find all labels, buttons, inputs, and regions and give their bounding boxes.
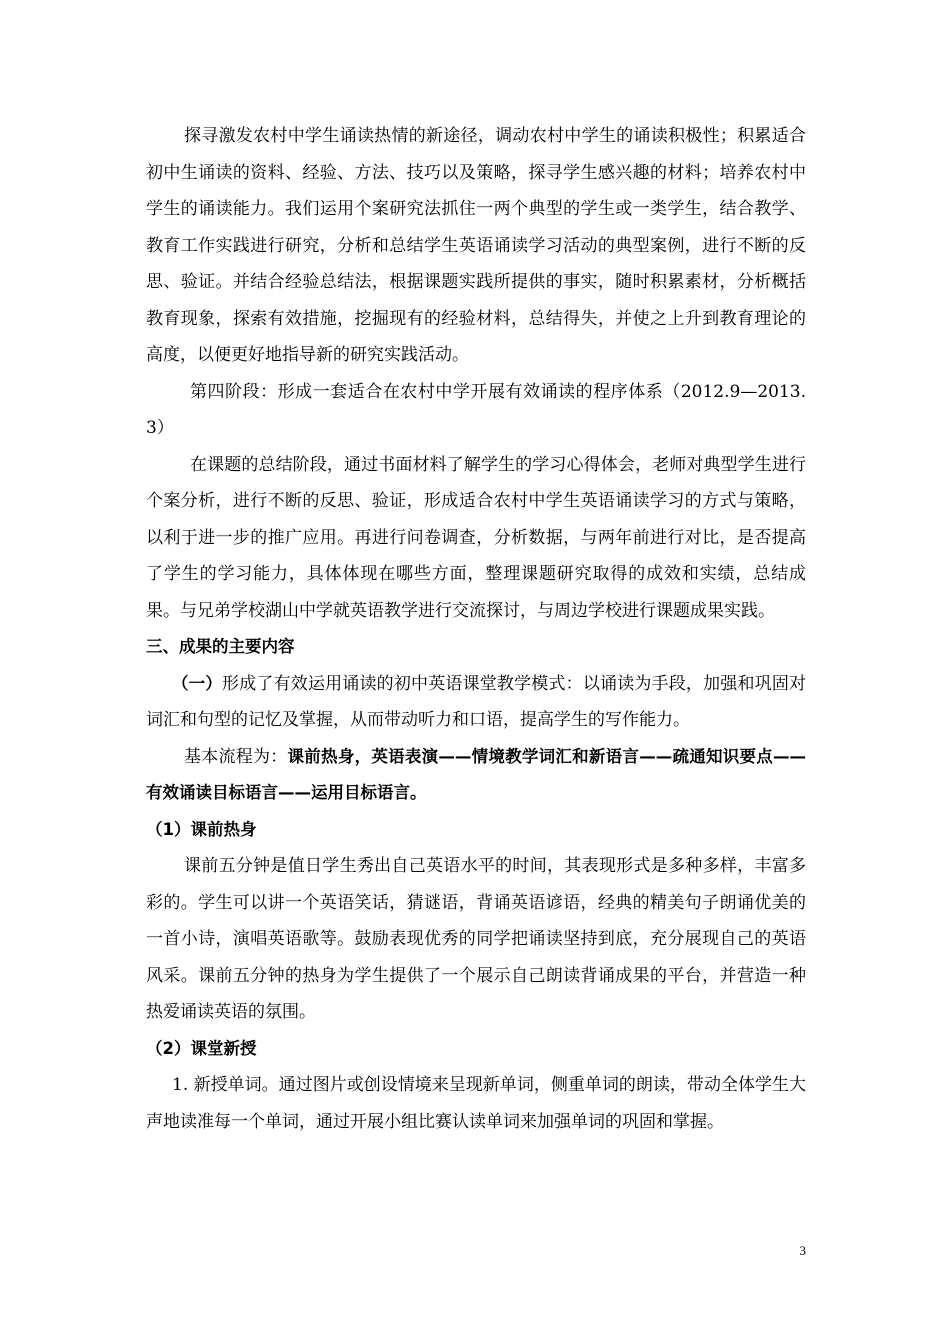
paragraph-basic-process xyxy=(146,739,806,812)
subheading-warm-up: （1）课前热身 xyxy=(146,819,257,839)
paragraph-summary-stage: 在课题的总结阶段，通过书面材料了解学生的学习心得体会，老师对典型学生进行个案分析，进行不断的反思、验证，形成适合农村中学生英语诵读学习的方式与策略，以利于进一步的推广应用。再进行问卷调查，分析数据，与两年前进行对比，是否提高了学生的学习能力，具体体现在哪些方面，整理课题研究取得的成效和实绩，总结成果。与兄弟学校湖山中学就英语教学进行交流探讨，与周边学校进行课题成果实践。 xyxy=(146,454,806,621)
paragraph-stage-four-title: 第四阶段：形成一套适合在农村中学开展有效诵读的程序体系（2012.9—2013.3） xyxy=(146,381,806,438)
teaching-model-text: 形成了有效运用诵读的初中英语课堂教学模式：以诵读为手段，加强和巩固对词汇和句型的记忆及掌握，从而带动听力和口语，提高学生的写作能力。 xyxy=(146,673,807,730)
basic-process-prefix: 基本流程为： xyxy=(184,746,288,767)
item-label-one: （一） xyxy=(172,673,223,693)
paragraph-teaching-model xyxy=(146,666,806,739)
subheading-new-lesson: （2）课堂新授 xyxy=(146,1038,257,1058)
paragraph-new-words: 1. 新授单词。通过图片或创设情境来呈现新单词，侧重单词的朗读，带动全体学生大声地读准每一个单词，通过开展小组比赛认读单词来加强单词的巩固和掌握。 xyxy=(146,1075,806,1132)
document-body xyxy=(146,118,806,1140)
paragraph-research-methods: 探寻激发农村中学生诵读热情的新途径，调动农村中学生的诵读积极性；积累适合初中生诵读的资料、经验、方法、技巧以及策略，探寻学生感兴趣的材料；培养农村中学生的诵读能力。我们运用个案研究法抓住一两个典型的学生或一类学生，结合教学、教育工作实践进行研究，分析和总结学生英语诵读学习活动的典型案例，进行不断的反思、验证。并结合经验总结法，根据课题实践所提供的事实，随时积累素材，分析概括教育现象，探索有效措施，挖掘现有的经验材料，总结得失，并使之上升到教育理论的高度，以便更好地指导新的研究实践活动。 xyxy=(146,126,806,365)
section-heading-main-results: 三、成果的主要内容 xyxy=(146,637,295,656)
basic-process-steps: 课前热身，英语表演——情境教学词汇和新语言——疏通知识要点——有效诵读目标语言——运用目标语言。 xyxy=(146,746,807,802)
paragraph-warm-up: 课前五分钟是值日学生秀出自己英语水平的时间，其表现形式是多种多样，丰富多彩的。学生可以讲一个英语笑话，猜谜语，背诵英语谚语，经典的精美句子朗诵优美的一首小诗，演唱英语歌等。鼓励表现优秀的同学把诵读坚持到底，充分展现自己的英语风采。课前五分钟的热身为学生提供了一个展示自己朗读背诵成果的平台，并营造一种热爱诵读英语的氛围。 xyxy=(146,856,806,1022)
page-number: 3 xyxy=(799,1243,806,1258)
